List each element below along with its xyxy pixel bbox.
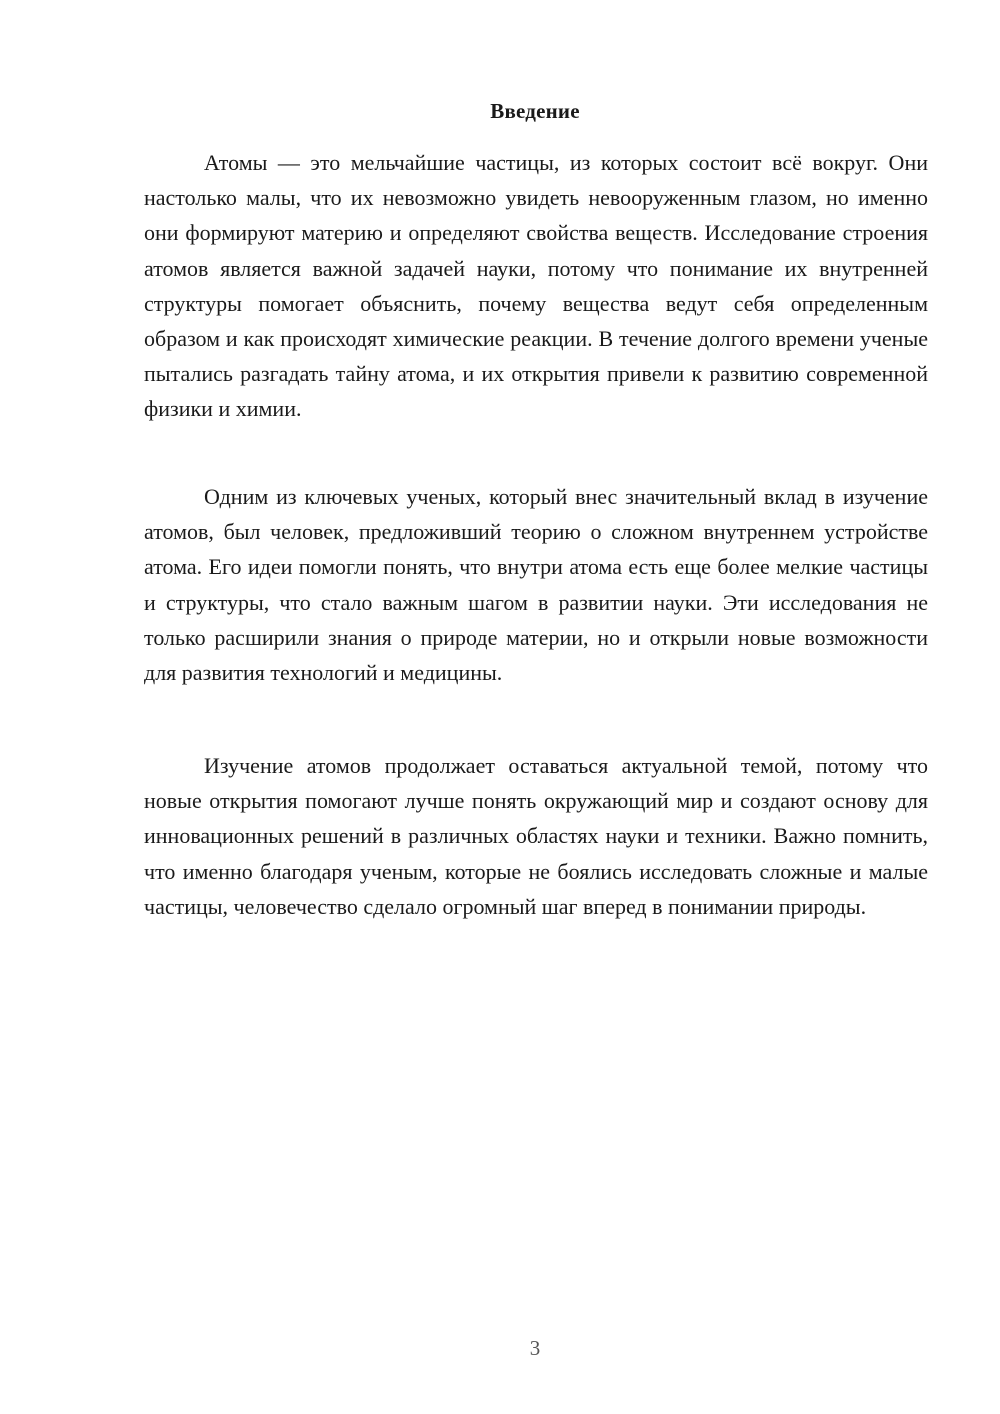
section-title: Введение xyxy=(490,99,580,123)
paragraph-introduction-2: Одним из ключевых ученых, который внес значительный вклад в изучение атомов, был человек, предложивший теорию о сложном внутреннем устройстве атома. Его идеи помогли понять, что внутри атома есть еще более мелкие частицы и структуры, что стало важным шагом в развитии науки. Эти исследования не только расширили знания о природе материи, но и открыли новые возможности для развития технологий и медицины. xyxy=(144,484,928,686)
page-number: 3 xyxy=(529,1336,541,1360)
paragraph-introduction-1: Атомы — это мельчайшие частицы, из которых состоит всё вокруг. Они настолько малы, что их невозможно увидеть невооруженным глазом, но именно они формируют материю и определяют свойства веществ. Исследование строения атомов является важной задачей науки, потому что понимание их внутренней структуры помогает объяснить, почему вещества ведут себя определенным образом и как происходят химические реакции. В течение долгого времени ученые пытались разгадать тайну атома, и их открытия привели к развитию современной физики и химии. xyxy=(144,150,928,422)
paragraph-introduction-3: Изучение атомов продолжает оставаться актуальной темой, потому что новые открытия помогают лучше понять окружающий мир и создают основу для инновационных решений в различных областях науки и техники. Важно помнить, что именно благодаря ученым, которые не боялись исследовать сложные и малые частицы, человечество сделало огромный шаг вперед в понимании природы. xyxy=(144,753,928,919)
